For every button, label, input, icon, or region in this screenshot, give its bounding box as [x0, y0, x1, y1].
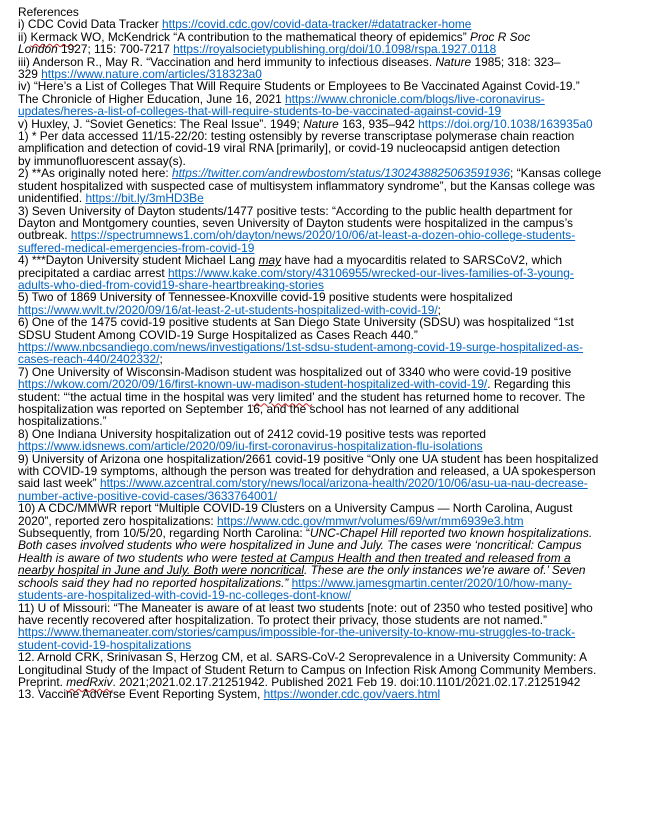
reference-text: by immunofluorescent assay(s).	[18, 153, 186, 168]
reference-text: London	[18, 42, 58, 57]
reference-text: 7) One University of Wisconsin-Madison student was hospitalized out of 3340 who were covid-19 positive	[18, 364, 572, 379]
reference-link[interactable]: cases-reach-440/2402332/	[18, 352, 160, 367]
reference-text: Kermack	[30, 29, 78, 44]
reference-text: ; “Kansas college	[510, 166, 602, 181]
reference-text: Subsequently, from 10/5/20, regarding North Carolina: “	[18, 526, 310, 541]
reference-link[interactable]: https://covid.cdc.gov/covid-data-tracker/#datatracker-home	[162, 17, 472, 32]
reference-link[interactable]: adults-who-died-from-covid19-share-heartbreaking-stories	[18, 277, 324, 292]
reference-link[interactable]: https://www.azcentral.com/story/news/local/arizona-health/2020/10/06/asu-ua-nau-decrease-	[99, 476, 588, 491]
reference-text: Nature	[303, 116, 339, 131]
reference-text: have recently recovered after hospitalization. To protect their privacy, those students are not named.”	[18, 612, 547, 627]
reference-text: 3) Seven University of Dayton students/1477 positive tests: “According to the public health department for	[18, 203, 573, 218]
reference-link[interactable]: https://wkow.com/2020/09/16/first-known-uw-madison-student-hospitalized-with-covid-19/	[18, 377, 488, 392]
reference-text: Both cases involved students who were hospitalized in June and July. The cases were ‘noncritical: Campus	[18, 538, 582, 553]
reference-text: Health is aware of two students who were	[18, 550, 241, 565]
reference-text: The Chronicle of Higher Education, June 16, 2021	[18, 91, 286, 106]
reference-link[interactable]: https://wonder.cdc.gov/vaers.html	[263, 687, 441, 702]
reference-list	[18, 18, 633, 700]
reference-link[interactable]: https://doi.org/10.1038/163935a0	[418, 116, 593, 131]
reference-link[interactable]: suffered-medical-emergencies-from-covid-19	[18, 240, 255, 255]
reference-text: student hospitalized with suspected case of multisystem inflammatory syndrome”, but the Kansas college was	[18, 178, 595, 193]
reference-text: 2020”, reported zero hospitalizations:	[18, 513, 217, 528]
reference-text: nearby hospital in June and July. Both were noncritical	[18, 563, 304, 578]
reference-text: Dayton and Montgomery counties, seven University of Dayton students were hospitalized in the campus’s	[18, 215, 573, 230]
reference-text: ;	[437, 302, 441, 317]
reference-text: . 2021;2021.02.17.21251942. Published 2021 Feb 19. doi:10.1101/2021.02.17.21251942	[112, 674, 581, 689]
reference-text: have had a myocarditis related to SARSCoV2, which	[281, 253, 562, 268]
reference-text: iii) Anderson R., May R. “Vaccination and herd immunity to infectious diseases.	[18, 54, 436, 69]
reference-link[interactable]: https://www.nbcsandiego.com/news/investigations/1st-sdsu-student-among-covid-19-surge-hospitalized-as-	[18, 339, 584, 354]
reference-text: amplification and detection of covid-19 viral RNA [primarily], or covid-19 nucleocapsid antigen detection	[18, 141, 560, 156]
reference-text: schools said they had no reported hospitalizations.”	[18, 575, 292, 590]
reference-link[interactable]: https://www.idsnews.com/article/2020/09/iu-first-coronavirus-hospitalization-flu-isolations	[18, 439, 483, 454]
reference-text: Proc R Soc	[470, 29, 531, 44]
reference-link[interactable]: https://www.themaneater.com/stories/campus/impossible-for-the-university-to-know-mu-struggles-to-track-	[18, 625, 576, 640]
reference-text: ii)	[18, 29, 31, 44]
reference-text: 5) Two of 1869 University of Tennessee-Knoxville covid-19 positive students were hospitalized	[18, 290, 513, 305]
reference-text: WO, McKendrick “A contribution to the mathematical theory of epidemics”	[77, 29, 471, 44]
reference-link[interactable]: https://royalsocietypublishing.org/doi/10.1098/rspa.1927.0118	[173, 42, 497, 57]
reference-text: 1985; 318: 323–	[471, 54, 561, 69]
reference-text: 11) U of Missouri: “The Maneater is aware of at least two students [note: out of 2350 who tested positive] who	[18, 600, 593, 615]
reference-text: 12. Arnold CRK, Srinivasan S, Herzog CM, et al. SARS-CoV-2 Seroprevalence in a University Community: A	[18, 650, 588, 665]
reference-link[interactable]: https://twitter.com/andrewbostom/status/1302438825063591936	[172, 166, 511, 181]
reference-text: 13. Vaccine Adverse Event Reporting System,	[18, 687, 264, 702]
reference-line	[18, 403, 633, 415]
reference-link[interactable]: https://www.kake.com/story/43106955/wrecked-our-lives-families-of-3-young-	[168, 265, 574, 280]
reference-text: 8) One Indiana University hospitalization out of 2412 covid-19 positive tests was reported	[18, 426, 486, 441]
reference-text: outbreak.	[18, 228, 71, 243]
reference-link[interactable]: https://www.chronicle.com/blogs/live-coronavirus-	[285, 91, 545, 106]
reference-text: with COVID-19 symptoms, although the person was treated for dehydration and released, a UA spokesperson	[18, 464, 596, 479]
reference-text: iv) “Here’s a List of Colleges That Will Require Students or Employees to Be Vaccinated Against Covid-19.”	[18, 79, 580, 94]
reference-text: 163, 935–942	[338, 116, 419, 131]
reference-text: SDSU Student Among COVID-19 Surge Hospitalized as Cases Reach 440.”	[18, 327, 418, 342]
reference-link[interactable]: students-are-hospitalized-with-covid-19-nc-colleges-dont-know/	[18, 588, 352, 603]
references-heading: References	[18, 5, 79, 19]
reference-text: 1927; 115: 700-7217	[57, 42, 174, 57]
reference-text: 4) ***Dayton University student Michael Lang	[18, 253, 259, 268]
reference-text: Nature	[435, 54, 472, 69]
reference-text: 1) * Per data accessed 11/15-22/20: testing ostensibly by reverse transcriptase polymerase chain reaction	[18, 129, 575, 144]
reference-text: 329	[18, 67, 42, 82]
reference-link[interactable]: https://www.cdc.gov/mmwr/volumes/69/wr/mm6939e3.htm	[216, 513, 524, 528]
reference-text: precipitated a cardiac arrest	[18, 265, 169, 280]
reference-text: Longitudinal Study of the Impact of Student Return to Campus on Infection Risk Among Community Members.	[18, 662, 597, 677]
reference-link[interactable]: https://www.jamesgmartin.center/2020/10/how-many-	[291, 575, 572, 590]
reference-text: i) CDC Covid Data Tracker	[18, 17, 163, 32]
reference-text: hospitalizations.”	[18, 414, 107, 429]
reference-link[interactable]: https://www.wvlt.tv/2020/09/16/at-least-2-ut-students-hospitalized-with-covid-19/	[18, 302, 438, 317]
reference-text: 9) University of Arizona one hospitalization/2661 covid-19 positive “Only one UA student has been hospitalized	[18, 451, 599, 466]
reference-line	[18, 688, 633, 700]
reference-text: ;	[159, 352, 163, 367]
reference-link[interactable]: number-active-positive-covid-cases/3633764001/	[18, 488, 278, 503]
reference-text: unidentified.	[18, 191, 86, 206]
reference-link[interactable]: https://spectrumnews1.com/oh/dayton/news/2020/10/06/at-least-a-dozen-ohio-college-students-	[70, 228, 576, 243]
reference-text: 10) A CDC/MMWR report “Multiple COVID-19 Clusters on a University Campus — North Carolina, August	[18, 501, 573, 516]
reference-link[interactable]: https://bit.ly/3mHD3Be	[85, 191, 204, 206]
reference-text: UNC-Chapel Hill reported two known hospitalizations.	[309, 526, 593, 541]
reference-text: medRxiv	[66, 674, 113, 689]
reference-text: 6) One of the 1475 covid-19 positive students at San Diego State University (SDSU) was hospitalized “1st	[18, 315, 574, 330]
reference-text: v) Huxley, J. “Soviet Genetics: The Real Issue”. 1949;	[18, 116, 304, 131]
reference-text: ’ and the student has returned home to recover. The	[312, 389, 586, 404]
reference-text: very limited	[251, 389, 313, 404]
reference-text: may	[258, 253, 282, 268]
reference-link[interactable]: student-covid-19-hospitalizations	[18, 637, 192, 652]
reference-link[interactable]: updates/heres-a-list-of-colleges-that-will-require-students-to-be-vaccinated-against-covid-19	[18, 104, 502, 119]
reference-link[interactable]: https://www.nature.com/articles/318323a0	[41, 67, 262, 82]
reference-text: . These are the only instances we’re aware of.’ Seven	[303, 563, 586, 578]
reference-text: 2) **As originally noted here:	[18, 166, 173, 181]
reference-text: said last week”	[18, 476, 100, 491]
reference-text: . Regarding this	[487, 377, 571, 392]
reference-text: tested at Campus Health and then treated and released from a	[240, 550, 571, 565]
reference-text: Preprint.	[18, 674, 67, 689]
reference-text: student: “‘the actual time in the hospital was	[18, 389, 252, 404]
reference-text: hospitalization was reported on September 16, and the school has not learned of any additional	[18, 402, 520, 416]
